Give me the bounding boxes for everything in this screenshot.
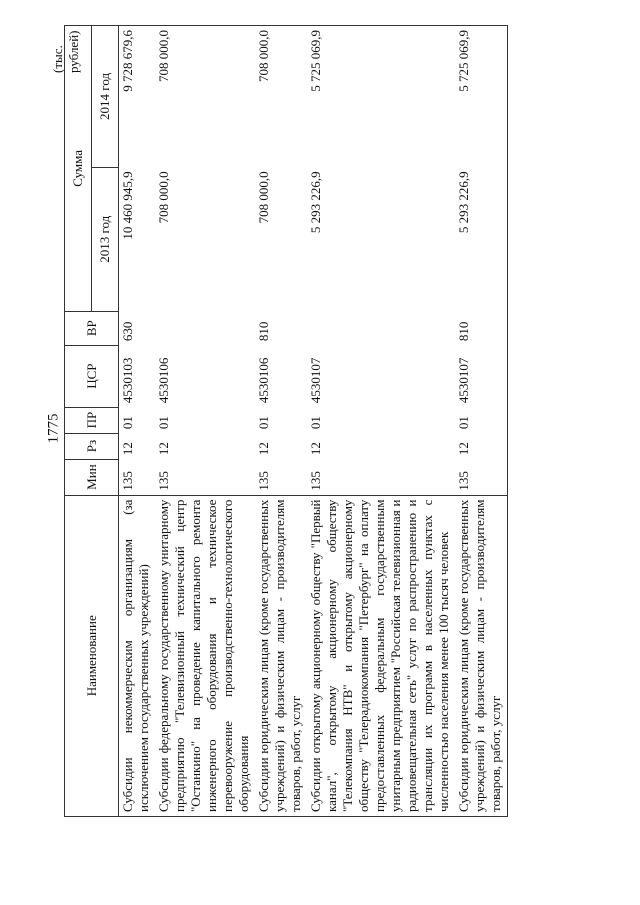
row-2013: 708 000,0 — [256, 171, 271, 224]
row-csr: 4530103 — [120, 357, 135, 404]
table-row — [119, 26, 156, 817]
row-rz: 12 — [256, 442, 271, 456]
row-2014: 5 725 069,9 — [307, 26, 455, 168]
table-row — [455, 26, 508, 817]
row-2014: 9 728 679,6 — [119, 26, 156, 168]
table-header — [65, 26, 119, 817]
row-csr: 4530106 — [156, 357, 171, 404]
row-csr: 4530107 — [308, 357, 323, 404]
header-csr: ЦСР — [65, 345, 119, 407]
row-min: 135 — [256, 471, 271, 491]
row-pr: 01 — [156, 416, 171, 430]
row-vr — [307, 311, 455, 345]
header-2014: 2014 год — [92, 26, 119, 168]
unit-note: (тыс. рублей) — [50, 30, 81, 73]
table-row — [307, 26, 455, 817]
row-name: Субсидии некоммерческим организациям (за исключением государственных учреждений) — [119, 495, 156, 816]
row-name: Субсидии федеральному государственному унитарному предприятию "Телевизионный технический центр "Останкино" на проведение капитального ремонта инженерного оборудования и техническое перевооружение производственно-технологического оборудования — [155, 495, 255, 816]
row-2013: 5 293 226,9 — [308, 171, 323, 234]
header-rz: Рз — [65, 433, 119, 459]
row-min: 135 — [455, 459, 508, 495]
row-vr: 810 — [256, 321, 271, 342]
header-2013: 2013 год — [92, 167, 119, 311]
row-name: Субсидии юридическим лицам (кроме государственных учреждений) и физическим лицам - производителям товаров, работ, услуг — [255, 495, 307, 816]
header-name: Наименование — [65, 495, 119, 816]
row-2014: 5 725 069,9 — [455, 26, 508, 168]
header-pr: ПР — [65, 407, 119, 433]
row-2014: 708 000,0 — [255, 26, 307, 168]
header-vr: ВР — [65, 311, 119, 345]
row-min: 135 — [156, 471, 171, 491]
row-pr: 01 — [308, 416, 323, 430]
row-name: Субсидии юридическим лицам (кроме государственных учреждений) и физическим лицам - производителям товаров, работ, услуг — [455, 495, 508, 816]
header-min: Мин — [65, 459, 119, 495]
row-csr: 4530107 — [455, 345, 508, 407]
row-pr: 01 — [455, 407, 508, 433]
row-rz: 12 — [120, 442, 135, 456]
row-rz: 12 — [455, 433, 508, 459]
row-vr: 630 — [120, 321, 135, 342]
row-rz: 12 — [156, 442, 171, 456]
row-vr — [155, 311, 255, 345]
row-name: Субсидии открытому акционерному обществу "Первый канал", открытому акционерному обществу "Телекомпания НТВ" и открытому акционерному обществу "Телерадиокомпания "Петербург" на оплату предоставленных федеральным государственным унитарным предприятием "Российская телевизионная и радиовещательная сеть" услуг по распространению и трансляции их программ в населенных пунктах с численностью населения менее 100 тысяч человек — [307, 495, 455, 816]
row-pr: 01 — [256, 416, 271, 430]
row-pr: 01 — [120, 416, 135, 430]
row-rz: 12 — [308, 442, 323, 456]
row-vr: 810 — [455, 311, 508, 345]
row-min: 135 — [120, 471, 135, 491]
table-row — [155, 26, 255, 817]
row-2013: 10 460 945,9 — [120, 171, 135, 240]
row-2013: 5 293 226,9 — [455, 167, 508, 311]
row-min: 135 — [308, 471, 323, 491]
row-2013: 708 000,0 — [156, 171, 171, 224]
table-row — [255, 26, 307, 817]
header-sum: Сумма — [65, 26, 92, 312]
row-2014: 708 000,0 — [155, 26, 255, 168]
budget-table — [64, 25, 508, 817]
row-csr: 4530106 — [256, 357, 271, 404]
page-number: 1775 — [45, 413, 62, 444]
